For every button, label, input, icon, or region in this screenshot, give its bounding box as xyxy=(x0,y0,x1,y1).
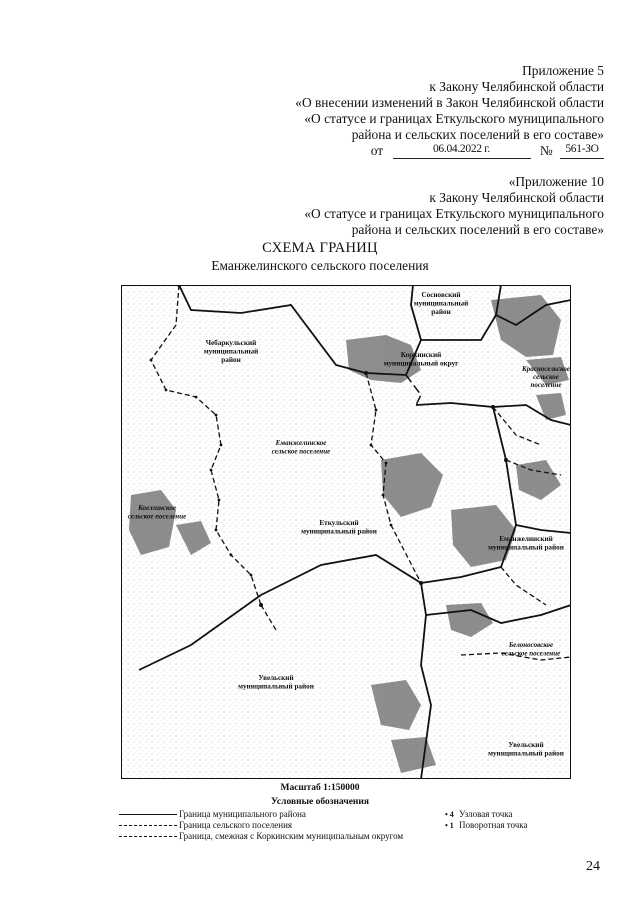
label-krasnoselskoe: Красносельское xyxy=(522,365,570,373)
number-field xyxy=(560,144,604,159)
label-uvelsky-east: Увельский xyxy=(508,741,544,749)
legend-rural-border xyxy=(119,820,292,831)
label-emanzhelinskoe: Еманжелинское xyxy=(275,439,327,447)
legend-label: Узловая точка xyxy=(459,809,513,819)
header-line: «Приложение 10 xyxy=(508,174,604,189)
map-scale: Масштаб 1:150000 xyxy=(280,783,360,793)
label-sosnovsky: муниципальный xyxy=(413,299,469,308)
label-uvelsky-west: Увельский xyxy=(258,674,294,682)
header-line: Приложение 5 xyxy=(522,63,604,78)
label-etkul: Еткульский xyxy=(319,519,359,527)
date-prefix: от xyxy=(370,143,384,158)
label-korkino: Коркинский xyxy=(400,351,442,359)
label-emanzhelinsky-raion: Еманжелинский xyxy=(499,535,553,543)
svg-text:Белоносовскоесельское поселени xyxy=(502,641,560,658)
legend-title: Условные обозначения xyxy=(270,797,370,807)
node-point-symbol: • 4 xyxy=(445,810,454,819)
label-uvelsky-west: муниципальный район xyxy=(238,682,314,691)
label-beloyar: Белоносовское xyxy=(508,641,554,649)
legend-label: Граница сельского поселения xyxy=(179,820,293,830)
amendment-header xyxy=(295,63,604,159)
svg-text:Еманжелинскоесельское поселени xyxy=(272,439,330,456)
label-korkino: муниципальный округ xyxy=(383,359,459,368)
label-krasnoselskoe: поселение xyxy=(530,381,562,389)
label-chebarkul: муниципальный xyxy=(203,347,259,356)
page-subtitle: Еманжелинского сельского поселения xyxy=(211,258,429,273)
header-line: района и сельских поселений в его составе» xyxy=(351,127,604,142)
long-dash-line-symbol xyxy=(119,836,177,837)
svg-text:Еманжелинскиймуниципальный рай xyxy=(488,535,564,552)
legend-label: Граница, смежная с Коркинским муниципальным округом xyxy=(179,831,404,841)
label-beloyar: сельское поселение xyxy=(501,649,561,658)
header-line: к Закону Челябинской области xyxy=(429,79,604,94)
header-line: к Закону Челябинской области xyxy=(429,190,604,205)
label-emanzhelinskoe: сельское поселение xyxy=(271,447,331,456)
label-uvelsky-east: муниципальный район xyxy=(488,749,564,758)
label-chebarkul: Чебаркульский xyxy=(205,339,257,347)
header-line: «О статусе и границах Еткульского муниципального xyxy=(304,206,604,221)
legend-label: Поворотная точка xyxy=(459,820,528,830)
label-emanzhelinsky-raion: муниципальный район xyxy=(488,543,564,552)
label-etkul: муниципальный район xyxy=(301,527,377,536)
legend-label: Граница муниципального района xyxy=(179,809,306,819)
header-line: «О внесении изменений в Закон Челябинской области xyxy=(295,95,604,110)
page-title: СХЕМА ГРАНИЦ xyxy=(262,240,378,256)
date-number-line xyxy=(295,143,604,159)
label-krasnoselskoe: сельское xyxy=(533,373,559,381)
boundary-map xyxy=(121,285,571,779)
number-prefix: № xyxy=(539,143,553,158)
label-koelgino: сельское поселение xyxy=(127,512,187,521)
label-sosnovsky: Сосновский xyxy=(421,291,461,299)
number-value: 561-ЗО xyxy=(565,143,599,155)
appendix-header xyxy=(304,174,604,238)
legend-municipal-border xyxy=(119,809,306,820)
turn-point-symbol: • 1 xyxy=(445,821,454,830)
label-koelgino: Коелгинское xyxy=(138,504,176,512)
dashed-line-symbol xyxy=(119,825,177,826)
date-value: 06.04.2022 г. xyxy=(432,143,491,155)
label-chebarkul: район xyxy=(221,356,241,364)
legend-turn-point xyxy=(445,820,528,831)
solid-line-symbol xyxy=(119,814,177,815)
legend-korkino-border xyxy=(119,831,403,842)
date-field xyxy=(393,144,531,159)
page-number: 24 xyxy=(586,859,600,874)
header-line: района и сельских поселений в его составе» xyxy=(351,222,604,237)
label-sosnovsky: район xyxy=(431,308,451,316)
legend-node-point xyxy=(445,809,512,820)
header-line: «О статусе и границах Еткульского муниципального xyxy=(304,111,604,126)
